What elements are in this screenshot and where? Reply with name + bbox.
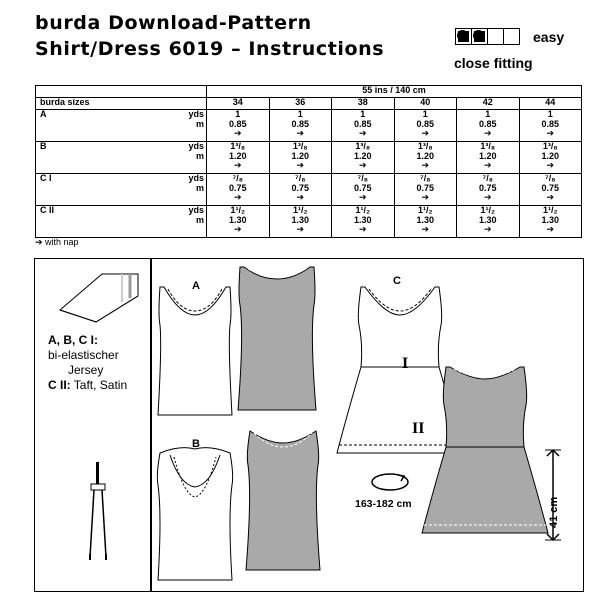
yardage-yds-value: 1³/₈ <box>480 141 496 151</box>
yardage-value-cell <box>457 110 520 142</box>
nap-arrow-icon: ➔ <box>546 128 555 138</box>
yardage-value-cell <box>332 174 395 206</box>
nap-arrow-icon: ➔ <box>546 160 555 170</box>
fabric-views: A, B, C I: <box>48 333 98 347</box>
nap-note: ➔ with nap <box>35 237 79 247</box>
page-title-line2: Shirt/Dress 6019 – Instructions <box>35 38 385 60</box>
yardage-value-cell <box>207 174 270 206</box>
nap-arrow-icon: ➔ <box>358 224 367 234</box>
yardage-value-cell <box>519 110 582 142</box>
size-header: 42 <box>457 98 520 110</box>
unit-yds: yds <box>188 173 204 183</box>
size-header: 38 <box>332 98 395 110</box>
nap-arrow-icon: ➔ <box>296 192 305 202</box>
fabric-type-line1: bi-elastischer <box>48 348 119 362</box>
view-c-back-illustration <box>420 365 550 540</box>
nap-arrow-icon: ➔ <box>233 128 242 138</box>
unit-m: m <box>195 182 204 193</box>
yardage-yds-value: ⁷/₈ <box>545 173 556 183</box>
hem-width-label: 163-182 cm <box>355 498 412 510</box>
view-label: C II <box>36 206 173 238</box>
nap-arrow-icon: ➔ <box>296 224 305 234</box>
yardage-m-value: 1.30 <box>228 214 247 225</box>
nap-arrow-icon: ➔ <box>421 192 430 202</box>
yardage-m-value: 0.75 <box>416 182 435 193</box>
view-a-front-illustration <box>150 285 240 420</box>
yardage-yds-value: 1¹/₂ <box>480 205 495 215</box>
yardage-value-cell <box>207 142 270 174</box>
view-label: C I <box>36 174 173 206</box>
yardage-row <box>36 110 582 142</box>
yardage-m-value: 0.75 <box>291 182 310 193</box>
fabric-width: 55 ins / 140 cm <box>207 86 582 98</box>
yardage-value-cell <box>519 206 582 238</box>
yardage-m-value: 0.75 <box>541 182 560 193</box>
yardage-value-cell <box>332 110 395 142</box>
hem-circumference-icon <box>368 470 413 495</box>
yardage-m-value: 0.75 <box>478 182 497 193</box>
yardage-value-cell <box>457 206 520 238</box>
fabric-type-line2: Jersey <box>68 363 104 377</box>
size-header: 36 <box>269 98 332 110</box>
yardage-yds-value: 1 <box>485 109 491 119</box>
yardage-yds-value: 1³/₈ <box>417 141 433 151</box>
view-b-back-illustration <box>238 425 328 575</box>
skirt-length-label: 41 cm <box>548 496 560 528</box>
yardage-yds-value: 1 <box>235 109 241 119</box>
yardage-yds-value: 1¹/₂ <box>355 205 370 215</box>
yardage-value-cell <box>519 174 582 206</box>
yardage-m-value: 1.30 <box>541 214 560 225</box>
difficulty-dot-filled <box>471 28 488 45</box>
yardage-value-cell <box>394 142 457 174</box>
yardage-yds-value: 1³/₈ <box>230 141 246 151</box>
difficulty-dot-empty <box>503 28 520 45</box>
nap-arrow-icon: ➔ <box>358 128 367 138</box>
sizes-label: burda sizes <box>36 98 173 110</box>
unit-m: m <box>195 118 204 129</box>
yardage-m-value: 0.85 <box>353 118 372 129</box>
yardage-yds-value: 1¹/₂ <box>542 205 558 215</box>
nap-arrow-icon: ➔ <box>233 224 242 234</box>
view-label-b: B <box>192 438 200 450</box>
view-label: A <box>36 110 173 142</box>
yardage-value-cell <box>394 174 457 206</box>
nap-arrow-icon: ➔ <box>483 192 492 202</box>
yardage-m-value: 0.85 <box>228 118 247 129</box>
yardage-m-value: 1.20 <box>353 150 372 161</box>
yardage-yds-value: ⁷/₈ <box>295 173 306 183</box>
yardage-yds-value: 1¹/₂ <box>417 205 433 215</box>
nap-arrow-icon: ➔ <box>421 224 430 234</box>
size-header: 34 <box>207 98 270 110</box>
yardage-value-cell <box>457 142 520 174</box>
unit-yds: yds <box>188 141 204 151</box>
yardage-yds-value: 1 <box>360 109 366 119</box>
yardage-m-value: 0.85 <box>416 118 435 129</box>
nap-arrow-icon: ➔ <box>421 160 430 170</box>
fabric-bolt-icon <box>52 266 142 326</box>
yardage-m-value: 1.20 <box>291 150 310 161</box>
difficulty-dots <box>455 28 519 45</box>
yardage-value-cell <box>332 206 395 238</box>
view-a-back-illustration <box>230 265 325 415</box>
view-label-a: A <box>192 280 200 292</box>
yardage-value-cell <box>332 142 395 174</box>
yardage-m-value: 1.20 <box>228 150 247 161</box>
yardage-row <box>36 206 582 238</box>
yardage-m-value: 0.85 <box>541 118 560 129</box>
yardage-value-cell <box>269 142 332 174</box>
yardage-yds-value: 1 <box>297 109 303 119</box>
nap-arrow-icon: ➔ <box>483 128 492 138</box>
view-b-front-illustration <box>150 445 240 585</box>
yardage-value-cell <box>207 206 270 238</box>
fabric-c2-label: C II: <box>48 378 71 392</box>
fabric-c2-text: Taft, Satin <box>70 378 128 392</box>
unit-yds: yds <box>188 205 204 215</box>
part-label-i: I <box>402 355 409 372</box>
fit-label: close fitting <box>454 55 533 71</box>
yardage-yds-value: 1³/₈ <box>355 141 371 151</box>
yardage-yds-value: ⁷/₈ <box>357 173 368 183</box>
yardage-value-cell <box>394 110 457 142</box>
yardage-m-value: 0.75 <box>353 182 372 193</box>
nap-arrow-icon: ➔ <box>546 192 555 202</box>
nap-arrow-icon: ➔ <box>421 128 430 138</box>
nap-arrow-icon: ➔ <box>546 224 555 234</box>
view-label: B <box>36 142 173 174</box>
yardage-m-value: 0.85 <box>291 118 310 129</box>
yardage-yds-value: ⁷/₈ <box>420 173 431 183</box>
yardage-m-value: 1.20 <box>478 150 497 161</box>
yardage-row <box>36 174 582 206</box>
yardage-m-value: 1.30 <box>478 214 497 225</box>
difficulty-dot-empty <box>487 28 504 45</box>
yardage-m-value: 1.20 <box>541 150 560 161</box>
nap-arrow-icon: ➔ <box>483 224 492 234</box>
difficulty-label: easy <box>533 29 565 45</box>
view-label-c: C <box>393 275 401 287</box>
nap-arrow-icon: ➔ <box>296 160 305 170</box>
yardage-value-cell <box>394 206 457 238</box>
yardage-m-value: 1.30 <box>353 214 372 225</box>
fabric-type-c2 <box>48 378 127 392</box>
unit-m: m <box>195 214 204 225</box>
yardage-m-value: 0.75 <box>228 182 247 193</box>
yardage-m-value: 1.20 <box>416 150 435 161</box>
yardage-value-cell <box>269 110 332 142</box>
nap-arrow-icon: ➔ <box>483 160 492 170</box>
yardage-yds-value: 1¹/₂ <box>292 205 308 215</box>
size-header: 40 <box>394 98 457 110</box>
yardage-value-cell <box>519 142 582 174</box>
yardage-yds-value: 1¹/₂ <box>230 205 245 215</box>
nap-arrow-icon: ➔ <box>358 192 367 202</box>
yardage-value-cell <box>269 206 332 238</box>
yardage-m-value: 0.85 <box>478 118 497 129</box>
unit-m: m <box>195 150 204 161</box>
yardage-yds-value: 1 <box>422 109 428 119</box>
yardage-yds-value: 1 <box>547 109 553 119</box>
twin-needle-icon <box>86 462 116 562</box>
nap-arrow-icon: ➔ <box>358 160 367 170</box>
yardage-m-value: 1.30 <box>416 214 435 225</box>
yardage-value-cell <box>457 174 520 206</box>
yardage-yds-value: ⁷/₈ <box>232 173 243 183</box>
nap-arrow-icon: ➔ <box>296 128 305 138</box>
yardage-row <box>36 142 582 174</box>
yardage-value-cell <box>207 110 270 142</box>
unit-yds: yds <box>188 109 204 119</box>
page-title-line1: burda Download-Pattern <box>35 12 312 34</box>
yardage-yds-value: 1³/₈ <box>542 141 558 151</box>
size-header: 44 <box>519 98 582 110</box>
difficulty-dot-filled <box>455 28 472 45</box>
yardage-yds-value: ⁷/₈ <box>482 173 493 183</box>
nap-arrow-icon: ➔ <box>233 192 242 202</box>
yardage-yds-value: 1³/₈ <box>292 141 308 151</box>
yardage-table <box>35 85 582 238</box>
yardage-value-cell <box>269 174 332 206</box>
nap-arrow-icon: ➔ <box>233 160 242 170</box>
part-label-ii: II <box>412 420 425 437</box>
yardage-m-value: 1.30 <box>291 214 310 225</box>
